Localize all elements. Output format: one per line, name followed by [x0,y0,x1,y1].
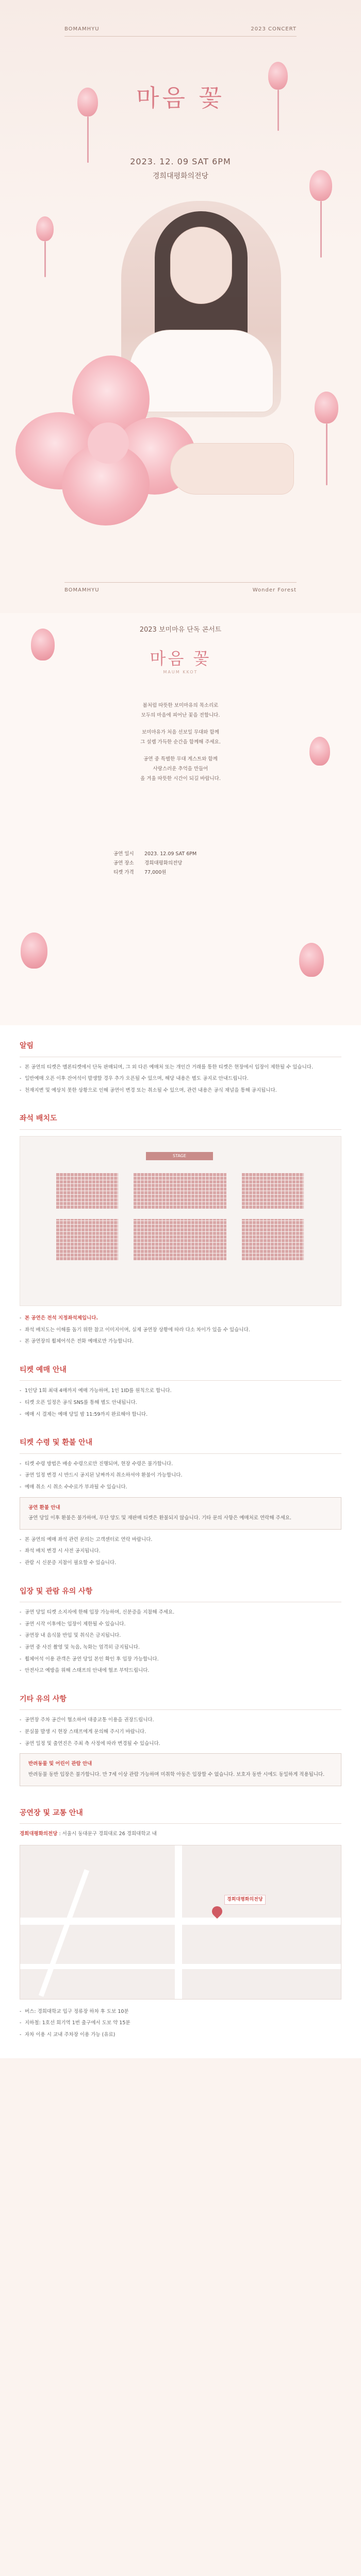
artist-photo-hand [170,443,294,495]
other-item: - 공연 일정 및 출연진은 주최 측 사정에 따라 변경될 수 있습니다. [20,1740,341,1749]
hero-top-bar [0,25,361,37]
section-title: 좌석 배치도 [20,1098,341,1130]
seat-section [134,1219,226,1260]
info-row [113,850,248,859]
entry-item: - 공연 중 사진 촬영 및 녹음, 녹화는 엄격히 금지됩니다. [20,1643,341,1652]
seat-section [56,1219,118,1260]
seat-note: - 본 공연장의 휠체어석은 전화 예매로만 가능합니다. [20,1337,341,1346]
other-item: - 분실물 발생 시 현장 스태프에게 문의해 주시기 바랍니다. [20,1728,341,1737]
intro-paragraph: 보미마유가 처음 선보일 무대와 함께 그 설렘 가득한 순간을 함께해 주세요. [140,730,221,745]
section-title: 티켓 예매 안내 [20,1349,341,1381]
concert-info-table [113,850,248,878]
map-road [175,1845,182,1999]
divider [64,36,297,37]
refund-notice-box [20,1497,341,1530]
refund-item: - 티켓 수령 방법은 배송 수령으로만 진행되며, 현장 수령은 불가합니다. [20,1460,341,1469]
box-text: 공연 당일 이후 환불은 불가하며, 무단 양도 및 재판매 티켓은 환불되지 않습니다. 기타 문의 사항은 예매처로 연락해 주세요. [28,1515,292,1521]
section-title: 티켓 수령 및 환불 안내 [20,1422,341,1454]
concert-date: 2023. 12. 09 SAT 6PM [130,157,231,166]
venue-map[interactable] [20,1845,341,1999]
section-title: 알림 [20,1025,341,1057]
flower-illustration [15,355,201,526]
section-title: 입장 및 관람 유의 사항 [20,1571,341,1603]
transport-item: - 자차 이용 시 교내 주차장 이용 가능 (유료) [20,2031,341,2040]
refund-item: - 예매 취소 시 취소 수수료가 부과될 수 있습니다. [20,1483,341,1492]
info-row [113,869,248,878]
entry-item: - 공연 당일 티켓 소지자에 한해 입장 가능하며, 신분증을 지참해 주세요. [20,1608,341,1617]
intro-section [0,613,361,1025]
concert-venue: 경희대평화의전당 [152,172,209,180]
ticket-item: - 예매 시 결제는 예매 당일 밤 11:59까지 완료해야 합니다. [20,1411,341,1419]
map-venue-label: 경희대평화의전당 [224,1895,266,1905]
tulip-decoration [299,943,324,977]
seat-note: - 본 공연은 전석 지정좌석제입니다. [20,1314,341,1323]
entry-block [20,1571,341,1675]
stage-label: STAGE [146,1152,213,1160]
brand-label: BOMAMHYU [64,26,100,32]
seat-section [242,1219,304,1260]
hero-info [0,155,361,183]
refund-block [20,1422,341,1568]
other-block [20,1679,341,1786]
transport-item: - 버스: 경희대학교 입구 정류장 하차 후 도보 10분 [20,2008,341,2016]
refund-item: - 본 공연의 예매 좌석 관련 문의는 고객센터로 연락 바랍니다. [20,1536,341,1545]
entry-item: - 안전사고 예방을 위해 스태프의 안내에 협조 부탁드립니다. [20,1667,341,1675]
theme-label: Wonder Forest [252,587,297,593]
info-key: 티켓 가격 [113,870,134,875]
location-pin-icon [210,1904,224,1918]
location-block: 공연장 및 교통 안내 경희대평화의전당 : 서울시 동대문구 경희대로 26 경희대학교 내 경희대평화의전당 - 버스: 경희대학교 입구 정류장 하차 후 도보 10분 - 지하철: 1호선 회기역 1번 출구에서 도보 약 15분 - 자차 이용 시 교내 주차장 이용 가능 (유료) [20,1792,341,2040]
notice-section [0,1025,361,2058]
entry-item: - 공연 시작 이후에는 입장이 제한될 수 있습니다. [20,1620,341,1629]
refund-item: - 공연 일정 변경 시 반드시 공지된 날짜까지 취소하셔야 환불이 가능합니다. [20,1471,341,1480]
hero-title [0,77,361,119]
artist-photo-face [170,227,232,304]
ticket-block [20,1349,341,1419]
refund-item: - 관람 시 신분증 지참이 필요할 수 있습니다. [20,1559,341,1568]
venue-name: 경희대평화의전당 [20,1831,58,1837]
brand-label: BOMAMHYU [64,587,100,593]
notice-item: - 일반예매 오픈 이후 잔여석이 발생할 경우 추가 오픈될 수 있으며, 해당 내용은 별도 공지로 안내드립니다. [20,1075,341,1083]
ticket-item: - 티켓 오픈 일정은 공식 SNS를 통해 별도 안내됩니다. [20,1399,341,1408]
notice-block [20,1025,341,1095]
hero-bottom-bar [64,582,297,593]
info-value: 경희대평화의전당 [144,860,183,866]
section-title: 공연장 및 교통 안내 [20,1792,341,1824]
seat-section [242,1173,304,1209]
map-road [39,1869,89,1997]
hero-poster [0,0,361,613]
info-value: 77,000원 [144,870,167,875]
venue-address: 서울시 동대문구 경희대로 26 경희대학교 내 [62,1831,157,1837]
info-key: 공연 일시 [113,851,134,857]
section-title: 기타 유의 사항 [20,1679,341,1710]
pet-child-notice-box [20,1753,341,1786]
intro-subtitle: 2023 보미마유 단독 콘서트 [139,626,222,634]
intro-body [0,701,361,791]
info-key: 공연 장소 [113,860,134,866]
concert-year-label: 2023 CONCERT [251,26,297,32]
transport-item: - 지하철: 1호선 회기역 1번 출구에서 도보 약 15분 [20,2019,341,2028]
concert-logo: 마음 꽃 [150,649,211,668]
notice-item: - 본 공연의 티켓은 멜론티켓에서 단독 판매되며, 그 외 다른 예매처 또는 개인간 거래를 통한 티켓은 현장에서 입장이 제한될 수 있습니다. [20,1063,341,1072]
entry-item: - 휠체어석 이용 관객은 공연 당일 본인 확인 후 입장 가능합니다. [20,1655,341,1664]
seat-note: - 좌석 배치도는 이해를 돕기 위한 참고 이미지이며, 실제 공연장 상황에 따라 다소 차이가 있을 수 있습니다. [20,1326,341,1335]
map-road [20,1964,341,1969]
box-title: 공연 환불 안내 [28,1504,60,1511]
refund-item: - 좌석 배치 변경 시 사전 공지됩니다. [20,1547,341,1556]
tulip-decoration [21,933,47,969]
notice-item: - 천재지변 및 예상치 못한 상황으로 인해 공연이 변경 또는 취소될 수 있으며, 관련 내용은 공식 채널을 통해 공지됩니다. [20,1087,341,1095]
seat-section [134,1173,226,1209]
intro-paragraph: 봄처럼 따뜻한 보미마유의 목소리로 모두의 마음에 피어난 꽃을 전합니다. [141,703,220,718]
info-row [113,859,248,869]
info-value: 2023. 12.09 SAT 6PM [144,851,197,857]
seat-map [20,1136,341,1306]
concert-title: 마음 꽃 [136,84,225,112]
entry-item: - 공연장 내 음식물 반입 및 취식은 금지됩니다. [20,1632,341,1640]
concert-logo-en: MAUM KKOT [163,670,198,674]
ticket-item: - 1인당 1회 최대 4매까지 예매 가능하며, 1인 1ID를 원칙으로 합니다. [20,1387,341,1396]
seat-block [20,1098,341,1346]
other-item: - 공연장 주차 공간이 협소하여 대중교통 이용을 권장드립니다. [20,1716,341,1725]
box-text: 반려동물 동반 입장은 불가합니다. 만 7세 이상 관람 가능하며 미취학 아동은 입장할 수 없습니다. 보호자 동반 시에도 동일하게 적용됩니다. [28,1771,325,1777]
seat-section [56,1173,118,1209]
intro-paragraph: 공연 중 특별한 무대 게스트와 함께 사랑스러운 추억을 만들어 올 겨울 따뜻한 시간이 되길 바랍니다. [140,756,221,782]
box-title: 반려동물 및 어린이 관람 안내 [28,1761,92,1767]
